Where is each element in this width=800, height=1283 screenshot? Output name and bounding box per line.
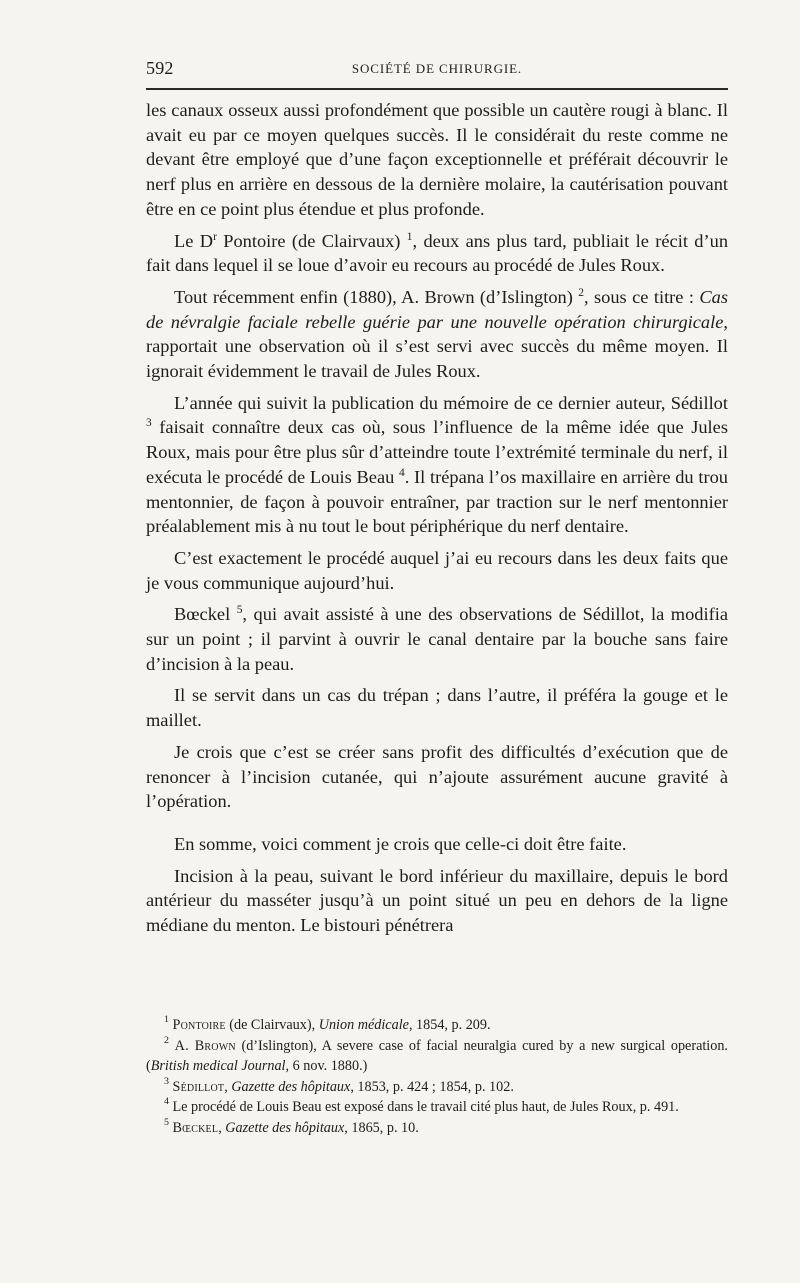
- footnote-ref-1: 1: [406, 230, 413, 243]
- paragraph-9: En somme, voici comment je crois que celle-ci doit être faite.: [174, 833, 627, 854]
- header-rule: [146, 88, 728, 90]
- paragraph-5: C’est exactement le procédé auquel j’ai eu recours dans les deux faits que je vous communique aujourd’hui.: [146, 547, 728, 593]
- running-head: [146, 58, 728, 82]
- paragraph-3: Tout récemment enfin (1880), A. Brown (d’Islington) $^2$, sous ce titre : Cas de névralgie faciale rebelle guérie par une nouvelle opération chirurgicale, rapportait une observation où il s’est servi avec succès du même moyen. Il ignorait évidemment le travail de Jules Roux.: [146, 286, 729, 382]
- footnote-3: $^3$ Sédillot, Gazette des hôpitaux, 1853, p. 424 ; 1854, p. 102.: [164, 1075, 514, 1095]
- body-text: [146, 98, 728, 945]
- footnotes: [146, 1015, 728, 1138]
- paragraph-2: Le $D^r$ Pontoire (de Clairvaux) $^1$, deux ans plus tard, publiait le récit d’un fait dans lequel il se loue d’avoir eu recours au procédé de Jules Roux.: [146, 230, 729, 276]
- paragraph-1: les canaux osseux aussi profondément que possible un cautère rougi à blanc. Il avait eu par ce moyen quelques succès. Il le considérait du reste comme ne devant être employé que d’une façon exceptionnelle et préférait découvrir le nerf plus en arrière en dessous de la dernière molaire, la cautérisation pouvant être en ce point plus étendue et plus profonde.: [146, 100, 728, 219]
- journal-title: SOCIÉTÉ DE CHIRURGIE.: [351, 61, 523, 76]
- footnote-number: 4: [164, 1096, 169, 1107]
- footnote-number: 5: [164, 1116, 169, 1128]
- paragraph-7: Il se servit dans un cas du trépan ; dans l’autre, il préféra la gouge et le maillet.: [146, 685, 728, 731]
- footnote-ref-3: 3: [146, 417, 152, 430]
- page-number: 592: [146, 58, 174, 78]
- paragraph-10: Incision à la peau, suivant le bord inférieur du maxillaire, depuis le bord antérieur du masséter jusqu’à un point situé un peu en dehors de la ligne médiane du menton. Le bistouri pénétrera: [146, 865, 728, 936]
- footnote-number: 3: [164, 1075, 169, 1087]
- footnote-5: $^5$ Bœckel, Gazette des hôpitaux, 1865, p. 10.: [164, 1116, 419, 1136]
- footnote-4: $^4$ Le procédé de Louis Beau est exposé dans le travail cité plus haut, de Jules Roux, p. 491.: [164, 1096, 679, 1115]
- footnote-number: 2: [164, 1034, 169, 1046]
- footnote-2: $^2$ A. Brown (d’Islington), A severe case of facial neuralgia cured by a new surgical operation. (British medical Journal, 6 nov. 1880.): [146, 1034, 728, 1074]
- footnote-ref-5: 5: [236, 604, 243, 617]
- footnote-ref-4: 4: [399, 466, 405, 479]
- paragraph-6: Bœckel $^5$, qui avait assisté à une des observations de Sédillot, la modifia sur un point ; il parvint à ouvrir le canal dentaire par la bouche sans faire d’incision à la peau.: [146, 604, 728, 674]
- footnote-ref-2: 2: [578, 286, 584, 299]
- superscript-r: r: [213, 230, 217, 243]
- cited-title: Cas de névralgie faciale rebelle guérie par une nouvelle opération chirurgicale: [146, 286, 729, 332]
- paragraph-4: L’année qui suivit la publication du mémoire de ce dernier auteur, Sédillot $^3$ faisait connaître deux cas où, sous l’influence de la même idée que Jules Roux, mais pour être plus sûr d’atteindre toute l’extrémité terminale du nerf, il exécuta le procédé de Louis Beau $^4$. Il trépana l’os maxillaire en arrière du trou mentonnier, de façon à pouvoir entraîner, par traction sur le nerf mentonnier préalablement mis à nu tout le bout périphérique du nerf dentaire.: [146, 392, 728, 537]
- footnote-1: $^1$ Pontoire (de Clairvaux), Union médicale, 1854, p. 209.: [164, 1014, 491, 1033]
- footnote-number: 1: [164, 1014, 169, 1025]
- paragraph-8: Je crois que c’est se créer sans profit des difficultés d’exécution que de renoncer à l’incision cutanée, qui n’ajoute assurément aucune gravité à l’opération.: [146, 741, 728, 812]
